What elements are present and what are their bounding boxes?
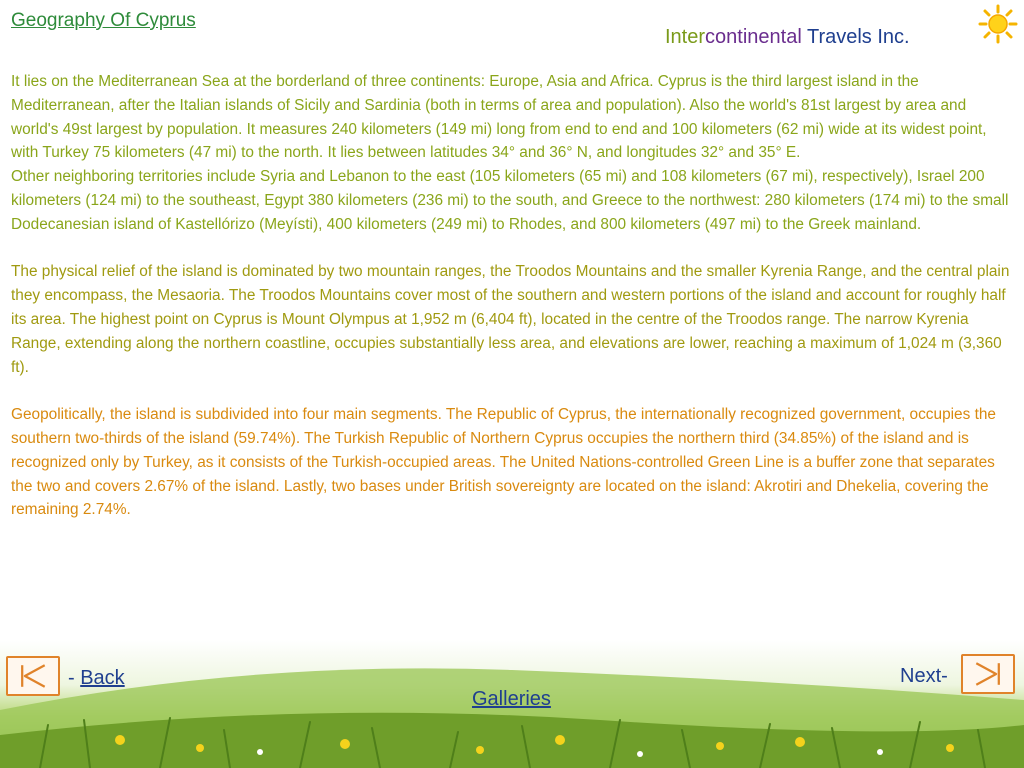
paragraph-geopolitics: Geopolitically, the island is subdivided into four main segments. The Republic of Cyprus, the internationally recognized government, occupies the southern two-thirds of the island (59.74%). The Turkish Republic of Northern Cyprus occupies the northern third (34.85%) of the island and is recognized only by Turkey, as it consists of the Turkish-occupied areas. The United Nations-controlled Green Line is a buffer zone that separates the two and covers 2.67% of the island. Lastly, two bases under British sovereignty are located on the island: Akrotiri and Dhekelia, covering the remaining 2.74%. [11,406,996,519]
next-button[interactable] [961,654,1015,694]
galleries-link[interactable]: Galleries [472,688,551,710]
brand-continental: continental [705,26,802,48]
back-label [68,667,125,690]
brand-inter: Inter [665,26,706,48]
page-title-link[interactable]: Geography Of Cyprus [11,10,196,31]
skip-back-icon [8,658,58,694]
paragraph-location: It lies on the Mediterranean Sea at the borderland of three continents: Europe, Asia and Africa. Cyprus is the third largest island in the Mediterranean, after the Italian islands of Sicily and Sardinia (both in terms of area and population). Also the world's 81st largest by area and world's 49st largest by population. It measures 240 kilometers (149 mi) long from end to end and 100 kilometers (62 mi) wide at its widest point, with Turkey 75 kilometers (47 mi) to the north. It lies between latitudes 34° and 36° N, and longitudes 32° and 35° E. [11,73,987,162]
brand-travels: Travels Inc. [801,26,910,48]
back-button[interactable] [6,656,60,696]
skip-next-icon [963,656,1013,692]
next-label: Next- [900,665,948,687]
back-link[interactable]: Back [80,667,125,689]
sun-icon [978,4,1018,44]
paragraph-relief: The physical relief of the island is dominated by two mountain ranges, the Troodos Mountains and the smaller Kyrenia Range, and the central plain they encompass, the Mesaoria. The Troodos Mountains cover most of the southern and western portions of the island and account for roughly half its area. The highest point on Cyprus is Mount Olympus at 1,952 m (6,404 ft), located in the centre of the Troodos range. The narrow Kyrenia Range, extending along the northern coastline, occupies substantially less area, and elevations are lower, reaching a maximum of 1,024 m (3,360 ft). [11,263,1010,376]
company-brand [665,26,910,49]
main-content [11,70,1016,522]
paragraph-neighbors: Other neighboring territories include Syria and Lebanon to the east (105 kilometers (65 mi) and 108 kilometers (67 mi), respectively), Israel 200 kilometers (124 mi) to the southeast, Egypt 380 kilometers (236 mi) to the south, and Greece to the northwest: 280 kilometers (174 mi) to the small Dodecanesian island of Kastellórizo (Meyísti), 400 kilometers (249 mi) to Rhodes, and 800 kilometers (497 mi) to the Greek mainland. [11,168,1009,233]
back-prefix: - [68,667,81,689]
